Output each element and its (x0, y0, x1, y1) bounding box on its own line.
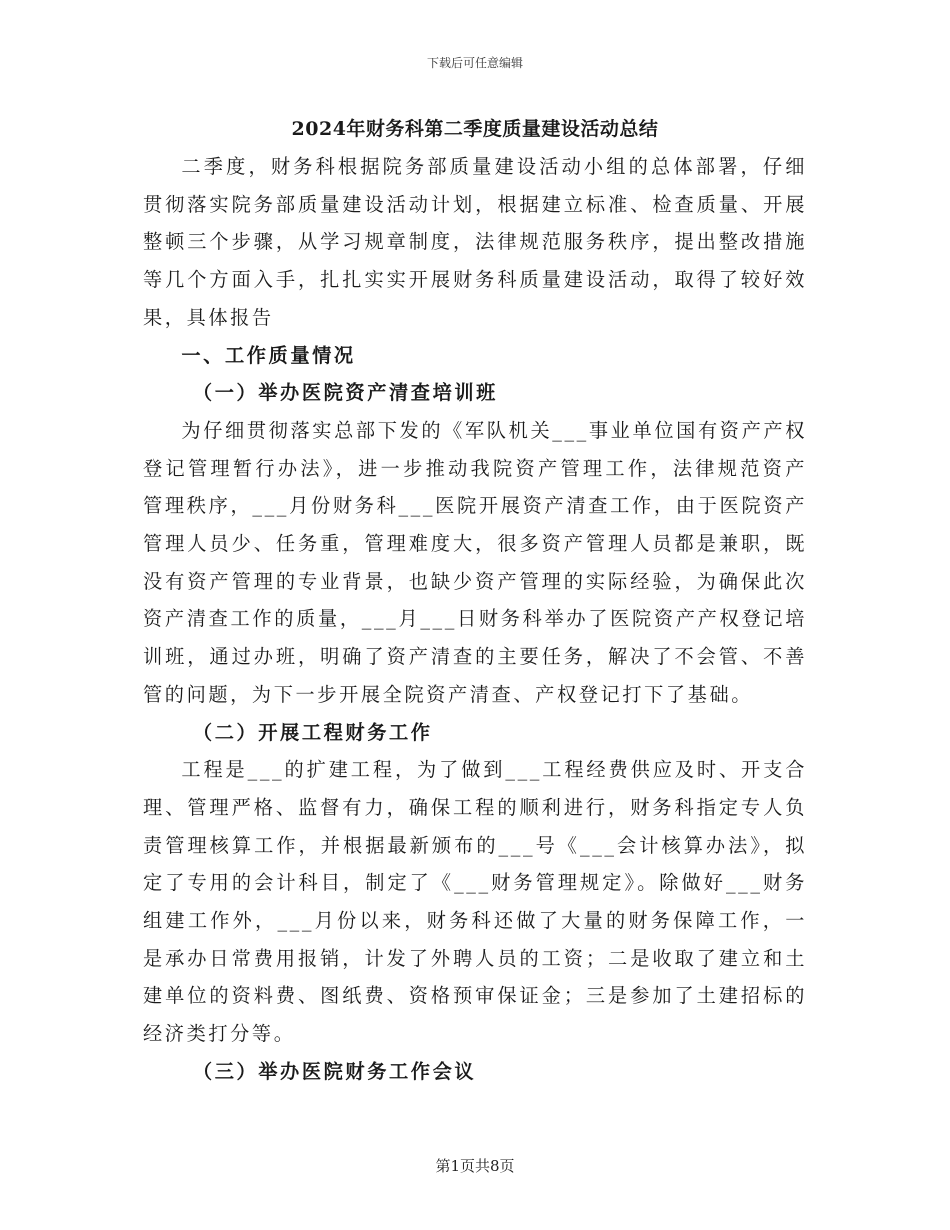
intro-paragraph: 二季度，财务科根据院务部质量建设活动小组的总体部署，仔细贯彻落实院务部质量建设活动计划，根据建立标准、检查质量、开展整顿三个步骤，从学习规章制度，法律规范服务秩序，提出整改措施等几个方面入手，扎扎实实开展财务科质量建设活动，取得了较好效果，具体报告 (143, 155, 807, 329)
subsection-heading-asset-training: （一）举办医院资产清查培训班 (192, 381, 498, 405)
document-title: 2024年财务科第二季度质量建设活动总结 (291, 118, 659, 140)
document-body (143, 148, 807, 1091)
page-footer-number: 第1页共8页 (435, 1157, 515, 1175)
asset-training-paragraph: 为仔细贯彻落实总部下发的《军队机关___事业单位国有资产产权登记管理暂行办法》，进一步推动我院资产管理工作，法律规范资产管理秩序，___月份财务科___医院开展资产清查工作，由于医院资产管理人员少、任务重，管理难度大，很多资产管理人员都是兼职，既没有资产管理的专业背景，也缺少资产管理的实际经验，为确保此次资产清查工作的质量，___月___日财务科举办了医院资产产权登记培训班，通过办班，明确了资产清查的主要任务，解决了不会管、不善管的问题，为下一步开展全院资产清查、产权登记打下了基础。 (143, 418, 807, 706)
subsection-heading-finance-meeting: （三）举办医院财务工作会议 (192, 1059, 477, 1083)
engineering-finance-paragraph: 工程是___的扩建工程，为了做到___工程经费供应及时、开支合理、管理严格、监督有力，确保工程的顺利进行，财务科指定专人负责管理核算工作，并根据最新颁布的___号《___会计核算办法》，拟定了专用的会计科目，制定了《___财务管理规定》。除做好___财务组建工作外，___月份以来，财务科还做了大量的财务保障工作，一是承办日常费用报销，计发了外聘人员的工资；二是收取了建立和土建单位的资料费、图纸费、资格预审保证金；三是参加了土建招标的经济类打分等。 (143, 758, 807, 1046)
section-heading-work-quality: 一、工作质量情况 (181, 343, 356, 367)
subsection-heading-engineering-finance: （二）开展工程财务工作 (192, 720, 433, 744)
page-header-note: 下载后可任意编辑 (426, 56, 523, 70)
